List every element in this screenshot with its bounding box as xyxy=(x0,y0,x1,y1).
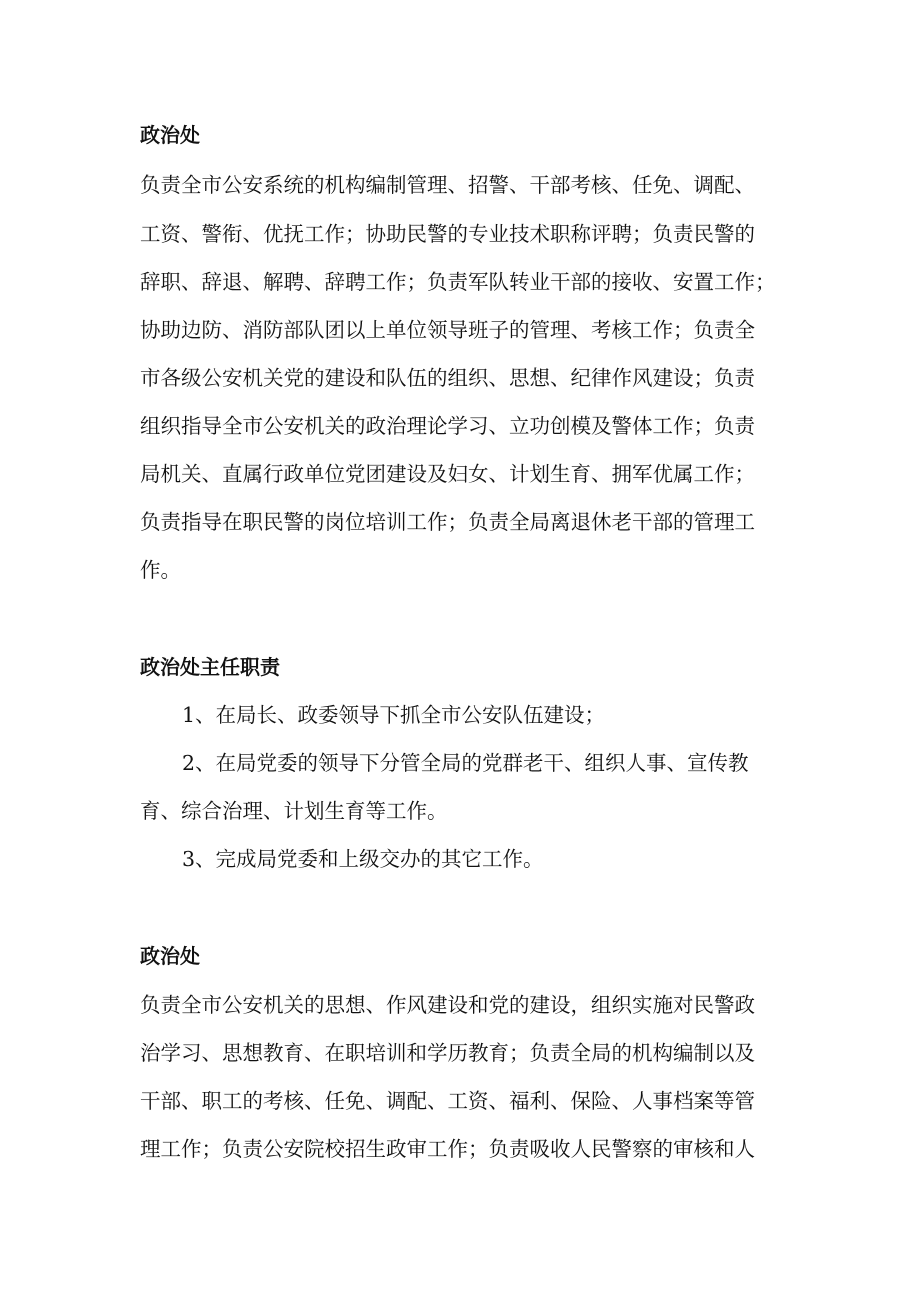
paragraph-line: 负责全市公安系统的机构编制管理、招警、干部考核、任免、调配、 xyxy=(140,173,755,197)
paragraph-line: 负责指导在职民警的岗位培训工作；负责全局离退休老干部的管理工 xyxy=(140,510,755,534)
list-item: 3、完成局党委和上级交办的其它工作。 xyxy=(182,847,544,871)
paragraph-line: 辞职、辞退、解聘、辞聘工作；负责军队转业干部的接收、安置工作； xyxy=(140,270,776,294)
paragraph-line: 组织指导全市公安机关的政治理论学习、立功创模及警体工作；负责 xyxy=(140,414,755,438)
paragraph-line: 作。 xyxy=(140,558,181,582)
section-heading: 政治处主任职责 xyxy=(140,655,280,679)
paragraph-line: 协助边防、消防部队团以上单位领导班子的管理、考核工作；负责全 xyxy=(140,318,755,342)
paragraph-line: 理工作；负责公安院校招生政审工作；负责吸收人民警察的审核和人 xyxy=(140,1137,755,1161)
paragraph-line: 负责全市公安机关的思想、作风建设和党的建设，组织实施对民警政 xyxy=(140,993,755,1017)
list-item: 2、在局党委的领导下分管全局的党群老干、组织人事、宣传教 xyxy=(182,751,749,775)
section-heading: 政治处 xyxy=(140,944,200,968)
list-item: 1、在局长、政委领导下抓全市公安队伍建设； xyxy=(182,703,606,727)
paragraph-line: 育、综合治理、计划生育等工作。 xyxy=(140,799,448,823)
paragraph-line: 治学习、思想教育、在职培训和学历教育；负责全局的机构编制以及 xyxy=(140,1041,755,1065)
paragraph-line: 工资、警衔、优抚工作；协助民警的专业技术职称评聘；负责民警的 xyxy=(140,222,755,246)
paragraph-line: 市各级公安机关党的建设和队伍的组织、思想、纪律作风建设；负责 xyxy=(140,366,755,390)
paragraph-line: 干部、职工的考核、任免、调配、工资、福利、保险、人事档案等管 xyxy=(140,1089,755,1113)
section-heading: 政治处 xyxy=(140,123,200,147)
paragraph-line: 局机关、直属行政单位党团建设及妇女、计划生育、拥军优属工作； xyxy=(140,462,755,486)
